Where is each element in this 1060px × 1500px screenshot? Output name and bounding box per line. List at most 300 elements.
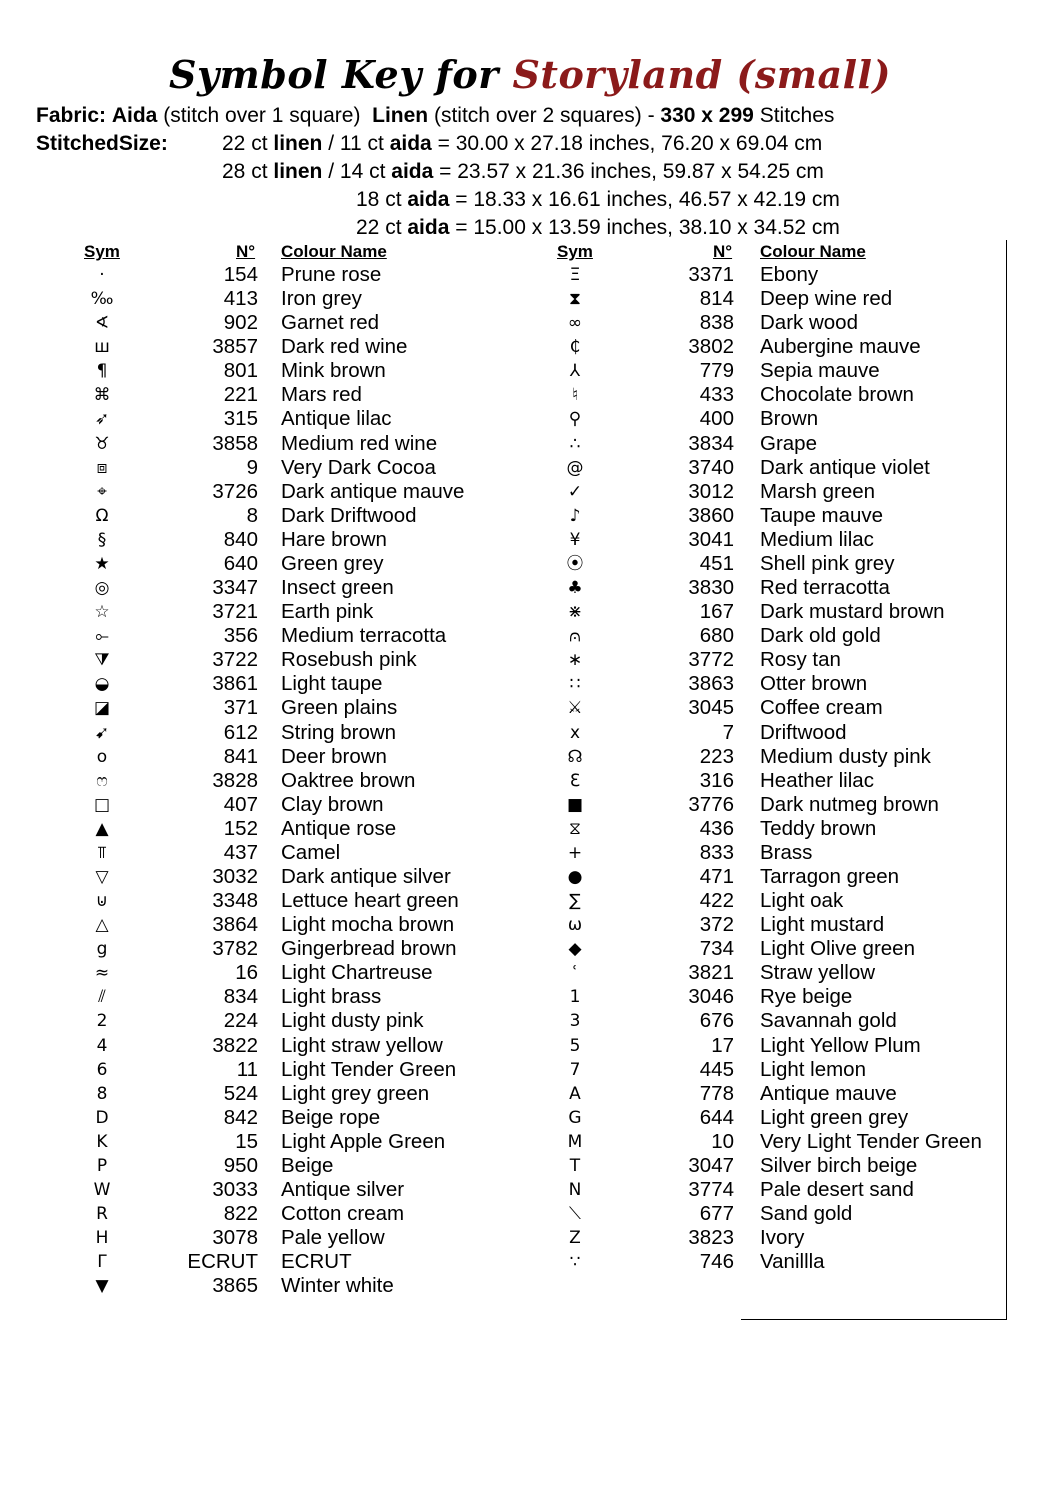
colour-number: 3774 xyxy=(688,1178,734,1202)
colour-number: 842 xyxy=(223,1105,258,1129)
colour-name: Dark nutmeg brown xyxy=(760,792,939,816)
colour-number: 833 xyxy=(699,840,734,864)
colour-number: 3865 xyxy=(212,1274,258,1298)
colour-number: 437 xyxy=(223,840,258,864)
colour-row xyxy=(0,504,1060,528)
fabric-linen-note: (stitch over 2 squares) - xyxy=(433,104,655,127)
colour-row xyxy=(0,480,1060,504)
colour-name: Dark Driftwood xyxy=(281,503,417,527)
colour-number: 801 xyxy=(223,359,258,383)
symbol-glyph: ෆ xyxy=(96,770,108,791)
colour-number: 11 xyxy=(236,1057,258,1081)
colour-row xyxy=(0,407,1060,431)
header-name-right: Colour Name xyxy=(760,242,866,261)
symbol-glyph: Γ xyxy=(97,1252,107,1273)
symbol-glyph: ■ xyxy=(566,794,584,815)
symbol-glyph: R xyxy=(96,1204,108,1225)
symbol-glyph: ⦿ xyxy=(566,553,584,574)
colour-row xyxy=(0,359,1060,383)
symbol-glyph: ⟍ xyxy=(569,1204,581,1225)
colour-number: 3822 xyxy=(212,1033,258,1057)
symbol-glyph: ‰ xyxy=(90,289,114,310)
symbol-glyph: ⌖ xyxy=(97,481,107,502)
colour-number: 471 xyxy=(699,865,734,888)
colour-name: Deep wine red xyxy=(760,287,893,311)
colour-number: 822 xyxy=(223,1202,258,1226)
colour-number: 7 xyxy=(722,720,734,744)
colour-number: 734 xyxy=(699,937,734,961)
colour-number: 8 xyxy=(246,503,258,527)
colour-number: 3041 xyxy=(688,527,734,551)
colour-number: 3861 xyxy=(212,672,258,696)
stitch-word: Stitches xyxy=(759,104,835,127)
symbol-glyph: ⚔ xyxy=(567,698,583,719)
colour-row xyxy=(0,287,1060,311)
colour-name: Garnet red xyxy=(281,311,379,335)
colour-row xyxy=(0,745,1060,769)
colour-row xyxy=(0,648,1060,672)
symbol-glyph: ∴ xyxy=(569,433,581,454)
symbol-glyph: ш xyxy=(94,337,110,358)
colour-name: Chocolate brown xyxy=(760,383,914,407)
header-sym-right: Sym xyxy=(557,242,593,261)
colour-number: 17 xyxy=(711,1033,734,1057)
colour-number: 3347 xyxy=(212,576,258,600)
colour-number: 3045 xyxy=(688,696,734,720)
colour-number: 840 xyxy=(223,527,258,551)
colour-name: Cotton cream xyxy=(281,1202,405,1226)
colour-number: 778 xyxy=(699,1081,734,1105)
colour-name: Red terracotta xyxy=(760,576,890,600)
symbol-glyph: ⫪ xyxy=(97,842,107,863)
symbol-glyph: ∞ xyxy=(567,313,583,334)
colour-row xyxy=(0,1009,1060,1033)
colour-number: 3857 xyxy=(212,335,258,359)
symbol-glyph: ⧖ xyxy=(569,818,581,839)
colour-number: 422 xyxy=(699,889,734,913)
colour-row xyxy=(0,1082,1060,1106)
symbol-glyph: Ω xyxy=(95,505,109,526)
size-line-2: 28 ct linen / 14 ct aida = 23.57 x 21.36 inches, 59.87 x 54.25 cm xyxy=(222,160,824,183)
colour-row xyxy=(0,672,1060,696)
colour-number: 9 xyxy=(246,455,258,479)
fabric-aida-note: (stitch over 1 square) xyxy=(163,104,361,127)
colour-name: Light mocha brown xyxy=(281,913,455,937)
colour-number: 3802 xyxy=(688,335,734,359)
colour-name: Aubergine mauve xyxy=(760,335,921,359)
table-border-right xyxy=(1006,240,1007,1320)
colour-number: 644 xyxy=(699,1105,734,1129)
symbol-glyph: 2 xyxy=(96,1011,108,1032)
symbol-glyph: ⋇ xyxy=(567,602,583,623)
colour-number: 15 xyxy=(235,1129,258,1153)
colour-name: Rosebush pink xyxy=(281,648,417,672)
colour-name: Beige rope xyxy=(281,1105,381,1129)
colour-number: 16 xyxy=(235,961,258,985)
symbol-glyph: ➹ xyxy=(94,722,110,743)
colour-number: 3834 xyxy=(688,431,734,455)
colour-number: 400 xyxy=(699,407,734,431)
colour-name: Clay brown xyxy=(281,792,384,816)
symbol-glyph: ⧩ xyxy=(94,650,110,671)
colour-name: Vanillla xyxy=(760,1250,825,1274)
colour-row xyxy=(0,721,1060,745)
colour-name: Brown xyxy=(760,407,819,431)
symbol-glyph: 4 xyxy=(96,1035,108,1056)
symbol-glyph: ⟜ xyxy=(95,626,109,647)
colour-name: Medium red wine xyxy=(281,431,438,455)
colour-number: 10 xyxy=(711,1129,734,1153)
colour-number: 3776 xyxy=(688,792,734,816)
colour-name: Shell pink grey xyxy=(760,551,895,575)
colour-name: Medium lilac xyxy=(760,527,874,551)
size-line-1: 22 ct linen / 11 ct aida = 30.00 x 27.18 inches, 76.20 x 69.04 cm xyxy=(222,132,823,155)
symbol-glyph: W xyxy=(93,1180,111,1201)
colour-name: Rosy tan xyxy=(760,648,841,672)
colour-number: 3721 xyxy=(212,600,258,624)
colour-row xyxy=(0,1202,1060,1226)
symbol-glyph: ♮ xyxy=(571,385,579,406)
colour-number: 3772 xyxy=(688,648,734,672)
colour-name: Sepia mauve xyxy=(760,359,880,383)
colour-number: 3047 xyxy=(688,1153,734,1177)
colour-number: 316 xyxy=(699,768,734,792)
symbol-glyph: ∷ xyxy=(569,674,581,695)
colour-number: 3782 xyxy=(212,937,258,961)
symbol-glyph: 7 xyxy=(569,1059,581,1080)
colour-name: Beige xyxy=(281,1153,334,1177)
symbol-glyph: ⚲ xyxy=(568,409,582,430)
colour-number: 3860 xyxy=(688,503,734,527)
colour-number: 436 xyxy=(699,816,734,840)
colour-name: Dark antique silver xyxy=(281,865,451,888)
symbol-glyph: △ xyxy=(95,915,109,936)
colour-number: 371 xyxy=(223,696,258,720)
colour-name: Light dusty pink xyxy=(281,1009,424,1033)
symbol-glyph: ◆ xyxy=(568,939,582,960)
colour-number: 3078 xyxy=(212,1226,258,1250)
symbol-glyph: Ξ xyxy=(569,265,581,285)
colour-number: 221 xyxy=(223,383,258,407)
symbol-glyph: ⊍ xyxy=(95,891,109,912)
colour-name: Taupe mauve xyxy=(760,503,884,527)
colour-name: Very Dark Cocoa xyxy=(281,455,436,479)
colour-name: Very Light Tender Green xyxy=(760,1129,982,1153)
colour-number: 676 xyxy=(699,1009,734,1033)
colour-name: String brown xyxy=(281,720,397,744)
symbol-glyph: ∵ xyxy=(569,1252,581,1273)
colour-number: 3821 xyxy=(688,961,734,985)
colour-name: Straw yellow xyxy=(760,961,876,985)
colour-name: Otter brown xyxy=(760,672,868,696)
symbol-glyph: A xyxy=(569,1083,581,1104)
stitched-size-label: StitchedSize: xyxy=(36,132,168,155)
colour-name: Medium terracotta xyxy=(281,624,447,648)
colour-name: Gingerbread brown xyxy=(281,937,457,961)
colour-row xyxy=(0,432,1060,456)
colour-number: 3830 xyxy=(688,576,734,600)
colour-number: 154 xyxy=(223,263,258,286)
colour-row xyxy=(0,383,1060,407)
colour-name: Light green grey xyxy=(760,1105,909,1129)
colour-number: 3726 xyxy=(212,479,258,503)
colour-name: Lettuce heart green xyxy=(281,889,459,913)
colour-name: Earth pink xyxy=(281,600,374,624)
colour-number: 3828 xyxy=(212,768,258,792)
colour-number: 413 xyxy=(223,287,258,311)
colour-number: 3046 xyxy=(688,985,734,1009)
colour-name: Light grey green xyxy=(281,1081,430,1105)
colour-name: ECRUT xyxy=(281,1250,352,1274)
colour-number: 902 xyxy=(223,311,258,335)
symbol-glyph: ★ xyxy=(94,553,110,574)
symbol-glyph: ω xyxy=(567,915,583,936)
symbol-glyph: ✓ xyxy=(567,481,583,502)
colour-name: Antique lilac xyxy=(281,407,392,431)
fabric-aida: Aida xyxy=(111,104,158,127)
colour-row xyxy=(0,1178,1060,1202)
colour-row xyxy=(0,335,1060,359)
colour-number: 841 xyxy=(223,744,258,768)
colour-name: Oaktree brown xyxy=(281,768,416,792)
symbol-glyph: N xyxy=(568,1180,582,1201)
colour-name: Silver birch beige xyxy=(760,1153,918,1177)
colour-row xyxy=(0,769,1060,793)
colour-number: 680 xyxy=(699,624,734,648)
colour-row xyxy=(0,793,1060,817)
colour-name: Savannah gold xyxy=(760,1009,897,1033)
pattern-name: Storyland (small) xyxy=(512,52,891,97)
colour-name: Iron grey xyxy=(281,287,362,311)
symbol-glyph: ▽ xyxy=(95,867,109,887)
colour-number: 640 xyxy=(223,551,258,575)
colour-number: ECRUT xyxy=(187,1250,258,1274)
symbol-glyph: ¥ xyxy=(569,529,581,550)
symbol-glyph: @ xyxy=(566,457,584,478)
colour-name: Antique silver xyxy=(281,1178,405,1202)
colour-row xyxy=(0,1250,1060,1274)
colour-number: 433 xyxy=(699,383,734,407)
colour-number: 224 xyxy=(223,1009,258,1033)
symbol-glyph: ☊ xyxy=(567,746,583,767)
symbol-glyph: □ xyxy=(93,794,111,815)
fabric-line xyxy=(36,104,834,128)
symbol-glyph: T xyxy=(569,1155,581,1176)
symbol-glyph: Z xyxy=(569,1228,581,1249)
colour-number: 524 xyxy=(223,1081,258,1105)
colour-name: Dark old gold xyxy=(760,624,881,648)
colour-number: 445 xyxy=(699,1057,734,1081)
colour-name: Heather lilac xyxy=(760,768,874,792)
colour-number: 451 xyxy=(699,551,734,575)
colour-name: Pale yellow xyxy=(281,1226,385,1250)
symbol-glyph: 6 xyxy=(96,1059,108,1080)
symbol-glyph: ♉ xyxy=(94,433,110,454)
colour-name: Deer brown xyxy=(281,744,387,768)
colour-row xyxy=(0,311,1060,335)
symbol-glyph: ◪ xyxy=(93,698,111,719)
colour-number: 612 xyxy=(223,720,258,744)
colour-row xyxy=(0,456,1060,480)
colour-row xyxy=(0,552,1060,576)
colour-name: Teddy brown xyxy=(760,816,877,840)
colour-name: Rye beige xyxy=(760,985,853,1009)
symbol-glyph: ₵ xyxy=(569,337,581,358)
colour-name: Marsh green xyxy=(760,479,876,503)
colour-row xyxy=(0,913,1060,937)
symbol-glyph: ◒ xyxy=(94,674,110,695)
colour-row xyxy=(0,263,1060,287)
symbol-glyph: ☆ xyxy=(94,602,110,623)
header-num-left: N° xyxy=(236,242,256,261)
colour-number: 834 xyxy=(223,985,258,1009)
colour-name: Light straw yellow xyxy=(281,1033,443,1057)
colour-name: Light mustard xyxy=(760,913,885,937)
colour-name: Antique rose xyxy=(281,816,397,840)
colour-number: 356 xyxy=(223,624,258,648)
colour-number: 3858 xyxy=(212,431,258,455)
colour-name: Insect green xyxy=(281,576,394,600)
colour-row xyxy=(0,841,1060,865)
size-line-3: 18 ct aida = 18.33 x 16.61 inches, 46.57 x 42.19 cm xyxy=(356,188,840,211)
colour-name: Light brass xyxy=(281,985,382,1009)
symbol-glyph: 1 xyxy=(569,987,581,1008)
colour-name: Light lemon xyxy=(760,1057,866,1081)
symbol-glyph: 8 xyxy=(96,1083,108,1104)
table-border-bottom xyxy=(741,1319,1007,1320)
colour-name: Driftwood xyxy=(760,720,847,744)
colour-name: Medium dusty pink xyxy=(760,744,931,768)
colour-row xyxy=(0,1154,1060,1178)
colour-number: 779 xyxy=(699,359,734,383)
colour-name: Tarragon green xyxy=(760,865,900,888)
stitch-count: 330 x 299 xyxy=(660,104,754,127)
colour-name: Camel xyxy=(281,840,341,864)
colour-number: 746 xyxy=(699,1250,734,1274)
symbol-glyph: ▲ xyxy=(95,818,109,839)
symbol-glyph: ∢ xyxy=(94,313,110,334)
colour-number: 3033 xyxy=(212,1178,258,1202)
colour-number: 167 xyxy=(699,600,734,624)
fabric-linen: Linen xyxy=(372,104,429,127)
colour-row xyxy=(0,696,1060,720)
colour-name: Ivory xyxy=(760,1226,805,1250)
colour-name: Hare brown xyxy=(281,527,387,551)
colour-number: 950 xyxy=(223,1153,258,1177)
colour-name: Dark red wine xyxy=(281,335,408,359)
symbol-glyph: g xyxy=(96,939,108,960)
colour-name: Green grey xyxy=(281,551,384,575)
colour-name: Winter white xyxy=(281,1274,394,1298)
colour-row xyxy=(0,600,1060,624)
colour-row xyxy=(0,1034,1060,1058)
colour-number: 152 xyxy=(223,816,258,840)
colour-name: Light oak xyxy=(760,889,844,913)
colour-row xyxy=(0,1058,1060,1082)
colour-name: Mink brown xyxy=(281,359,386,383)
symbol-glyph: ∗ xyxy=(567,650,583,671)
symbol-glyph: ⩀ xyxy=(569,626,581,647)
colour-name: Antique mauve xyxy=(760,1081,897,1105)
symbol-glyph: x xyxy=(569,722,581,743)
colour-name: Dark mustard brown xyxy=(760,600,945,624)
symbol-glyph: ◎ xyxy=(94,578,110,599)
symbol-glyph: · xyxy=(99,265,105,285)
symbol-glyph: K xyxy=(96,1131,108,1152)
symbol-glyph: ⫽ xyxy=(98,987,106,1008)
colour-row xyxy=(0,528,1060,552)
colour-row xyxy=(0,865,1060,889)
colour-row xyxy=(0,1274,1060,1298)
document-title xyxy=(0,52,1060,97)
symbol-glyph: ♪ xyxy=(569,505,581,526)
colour-row xyxy=(0,624,1060,648)
symbol-glyph: ♣ xyxy=(567,578,583,599)
colour-name: Coffee cream xyxy=(760,696,883,720)
symbol-glyph: G xyxy=(568,1107,582,1128)
colour-number: 3348 xyxy=(212,889,258,913)
colour-name: Light Apple Green xyxy=(281,1129,446,1153)
colour-number: 407 xyxy=(223,792,258,816)
symbol-glyph: ℇ xyxy=(569,770,581,791)
symbol-glyph: ¶ xyxy=(96,361,108,382)
colour-name: Dark antique violet xyxy=(760,455,930,479)
symbol-glyph: o xyxy=(96,746,108,767)
colour-name: Dark wood xyxy=(760,311,858,335)
colour-number: 3722 xyxy=(212,648,258,672)
colour-row xyxy=(0,1106,1060,1130)
fabric-label: Fabric: xyxy=(36,104,107,127)
colour-number: 3863 xyxy=(688,672,734,696)
header-num-right: N° xyxy=(713,242,733,261)
colour-row xyxy=(0,576,1060,600)
symbol-glyph: M xyxy=(567,1131,583,1152)
colour-row xyxy=(0,937,1060,961)
colour-name: Ebony xyxy=(760,263,819,286)
colour-number: 3012 xyxy=(688,479,734,503)
colour-name: Light Olive green xyxy=(760,937,915,961)
colour-row xyxy=(0,1130,1060,1154)
symbol-glyph: ⧈ xyxy=(96,457,108,478)
symbol-glyph: ● xyxy=(567,867,583,887)
symbol-glyph: 5 xyxy=(569,1035,581,1056)
colour-name: Sand gold xyxy=(760,1202,853,1226)
colour-number: 3371 xyxy=(688,263,734,286)
colour-number: 3740 xyxy=(688,455,734,479)
colour-name: Mars red xyxy=(281,383,362,407)
symbol-glyph: H xyxy=(95,1228,109,1249)
symbol-glyph: D xyxy=(95,1107,109,1128)
colour-row xyxy=(0,961,1060,985)
symbol-glyph: ʿ xyxy=(572,963,578,984)
colour-name: Light Tender Green xyxy=(281,1057,457,1081)
colour-name: Light taupe xyxy=(281,672,383,696)
colour-name: Green plains xyxy=(281,696,398,720)
symbol-glyph: ⌘ xyxy=(93,385,111,406)
colour-number: 3864 xyxy=(212,913,258,937)
symbol-glyph: ▼ xyxy=(95,1276,109,1297)
colour-name: Pale desert sand xyxy=(760,1178,914,1202)
colour-number: 838 xyxy=(699,311,734,335)
symbol-glyph: ⅄ xyxy=(569,361,581,382)
colour-row xyxy=(0,817,1060,841)
header-sym-left: Sym xyxy=(84,242,120,261)
symbol-glyph: P xyxy=(96,1155,108,1176)
colour-row xyxy=(0,889,1060,913)
colour-name: Brass xyxy=(760,840,813,864)
colour-number: 372 xyxy=(699,913,734,937)
symbol-glyph: ⧗ xyxy=(569,289,581,310)
